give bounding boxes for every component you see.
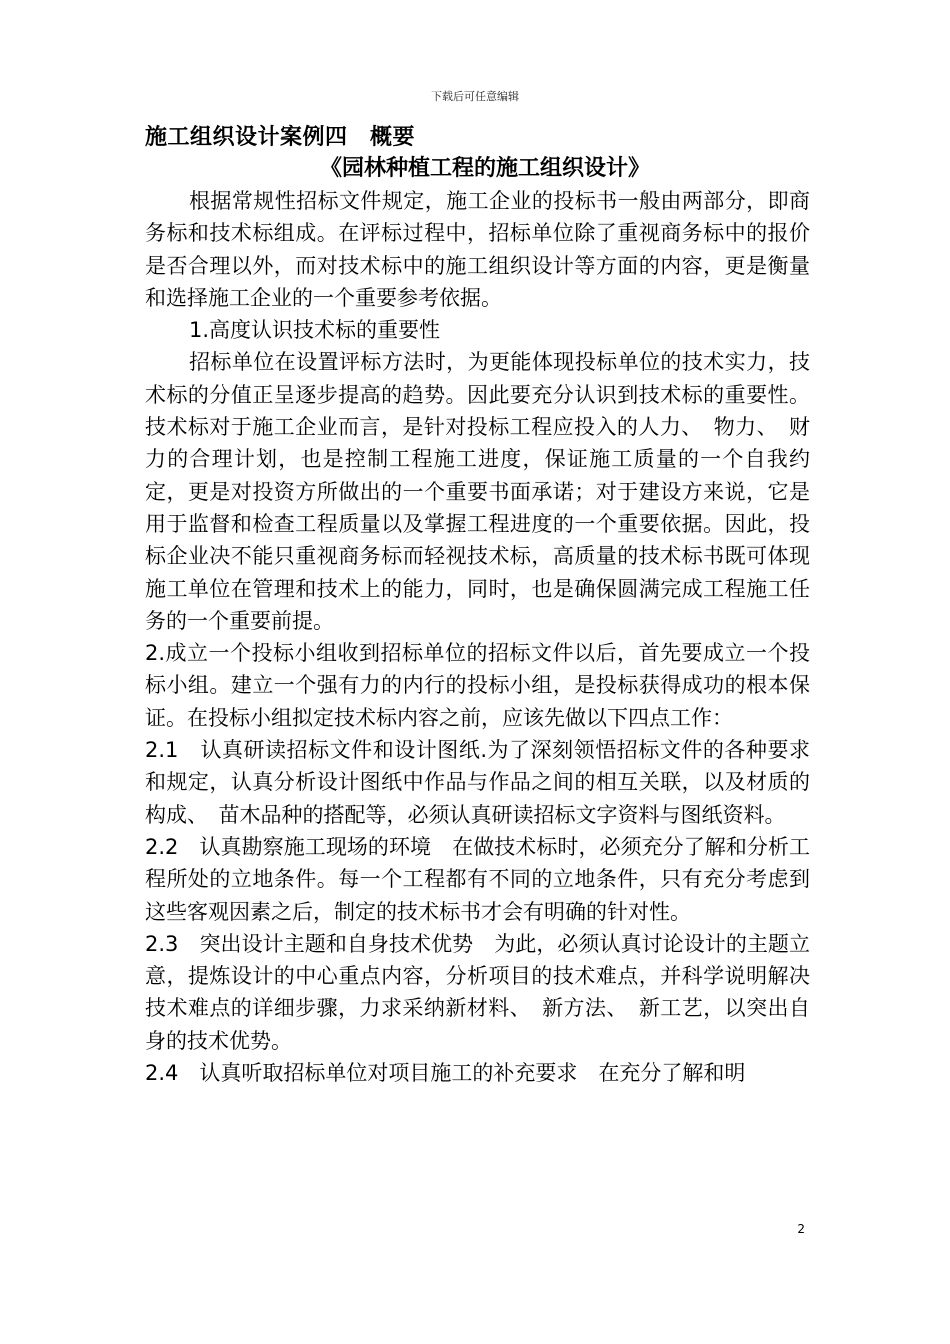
page-header: 下载后可任意编辑 [431, 90, 519, 103]
document-heading: 施工组织设计案例四 概要 [145, 125, 416, 150]
paragraph-intro: 根据常规性招标文件规定，施工企业的投标书一般由两部分，即商务标和技术标组成。在评标过程中，招标单位除了重视商务标中的报价是否合理以外，而对技术标中的施工组织设计等方面的内容，更是衡量和选择施工企业的一个重要参考依据。 [145, 189, 810, 310]
paragraph-section-2-1: 2.1 认真研读招标文件和设计图纸.为了深刻领悟招标文件的各种要求和规定，认真分析设计图纸中作品与作品之间的相互关联，以及材质的构成、 苗木品种的搭配等，必须认真研读招标文字资料与图纸资料。 [145, 738, 810, 827]
page-number: 2 [797, 1222, 805, 1236]
paragraph-section-1: 招标单位在设置评标方法时，为更能体现投标单位的技术实力，技术标的分值正呈逐步提高的趋势。因此要充分认识到技术标的重要性。技术标对于施工企业而言，是针对投标工程应投入的人力、 物力、 财力的合理计划，也是控制工程施工进度，保证施工质量的一个自我约定，更是对投资方所做出的一个重要书面承诺；对于建设方来说，它是用于监督和检查工程质量以及掌握工程进度的一个重要依据。因此，投标企业决不能只重视商务标而轻视技术标，高质量的技术标书既可体现施工单位在管理和技术上的能力，同时，也是确保圆满完成工程施工任务的一个重要前提。 [145, 350, 810, 633]
paragraph-section-2-2: 2.2 认真勘察施工现场的环境 在做技术标时，必须充分了解和分析工程所处的立地条件。每一个工程都有不同的立地条件，只有充分考虑到这些客观因素之后，制定的技术标书才会有明确的针对性。 [145, 834, 810, 924]
paragraph-section-2-4: 2.4 认真听取招标单位对项目施工的补充要求 在充分了解和明 [145, 1061, 746, 1086]
document-subtitle: 《园林种植工程的施工组织设计》 [319, 156, 650, 181]
document-body [145, 185, 810, 1089]
paragraph-section-2-3: 2.3 突出设计主题和自身技术优势 为此，必须认真讨论设计的主题立意，提炼设计的中心重点内容，分析项目的技术难点，并科学说明解决技术难点的详细步骤，力求采纳新材料、 新方法、 新工艺，以突出自身的技术优势。 [145, 931, 810, 1053]
paragraph-section-2: 2.成立一个投标小组收到招标单位的招标文件以后，首先要成立一个投标小组。建立一个强有力的内行的投标小组，是投标获得成功的根本保证。在投标小组拟定技术标内容之前，应该先做以下四点工作： [145, 641, 810, 730]
section-heading-1: 1.高度认识技术标的重要性 [189, 318, 441, 343]
